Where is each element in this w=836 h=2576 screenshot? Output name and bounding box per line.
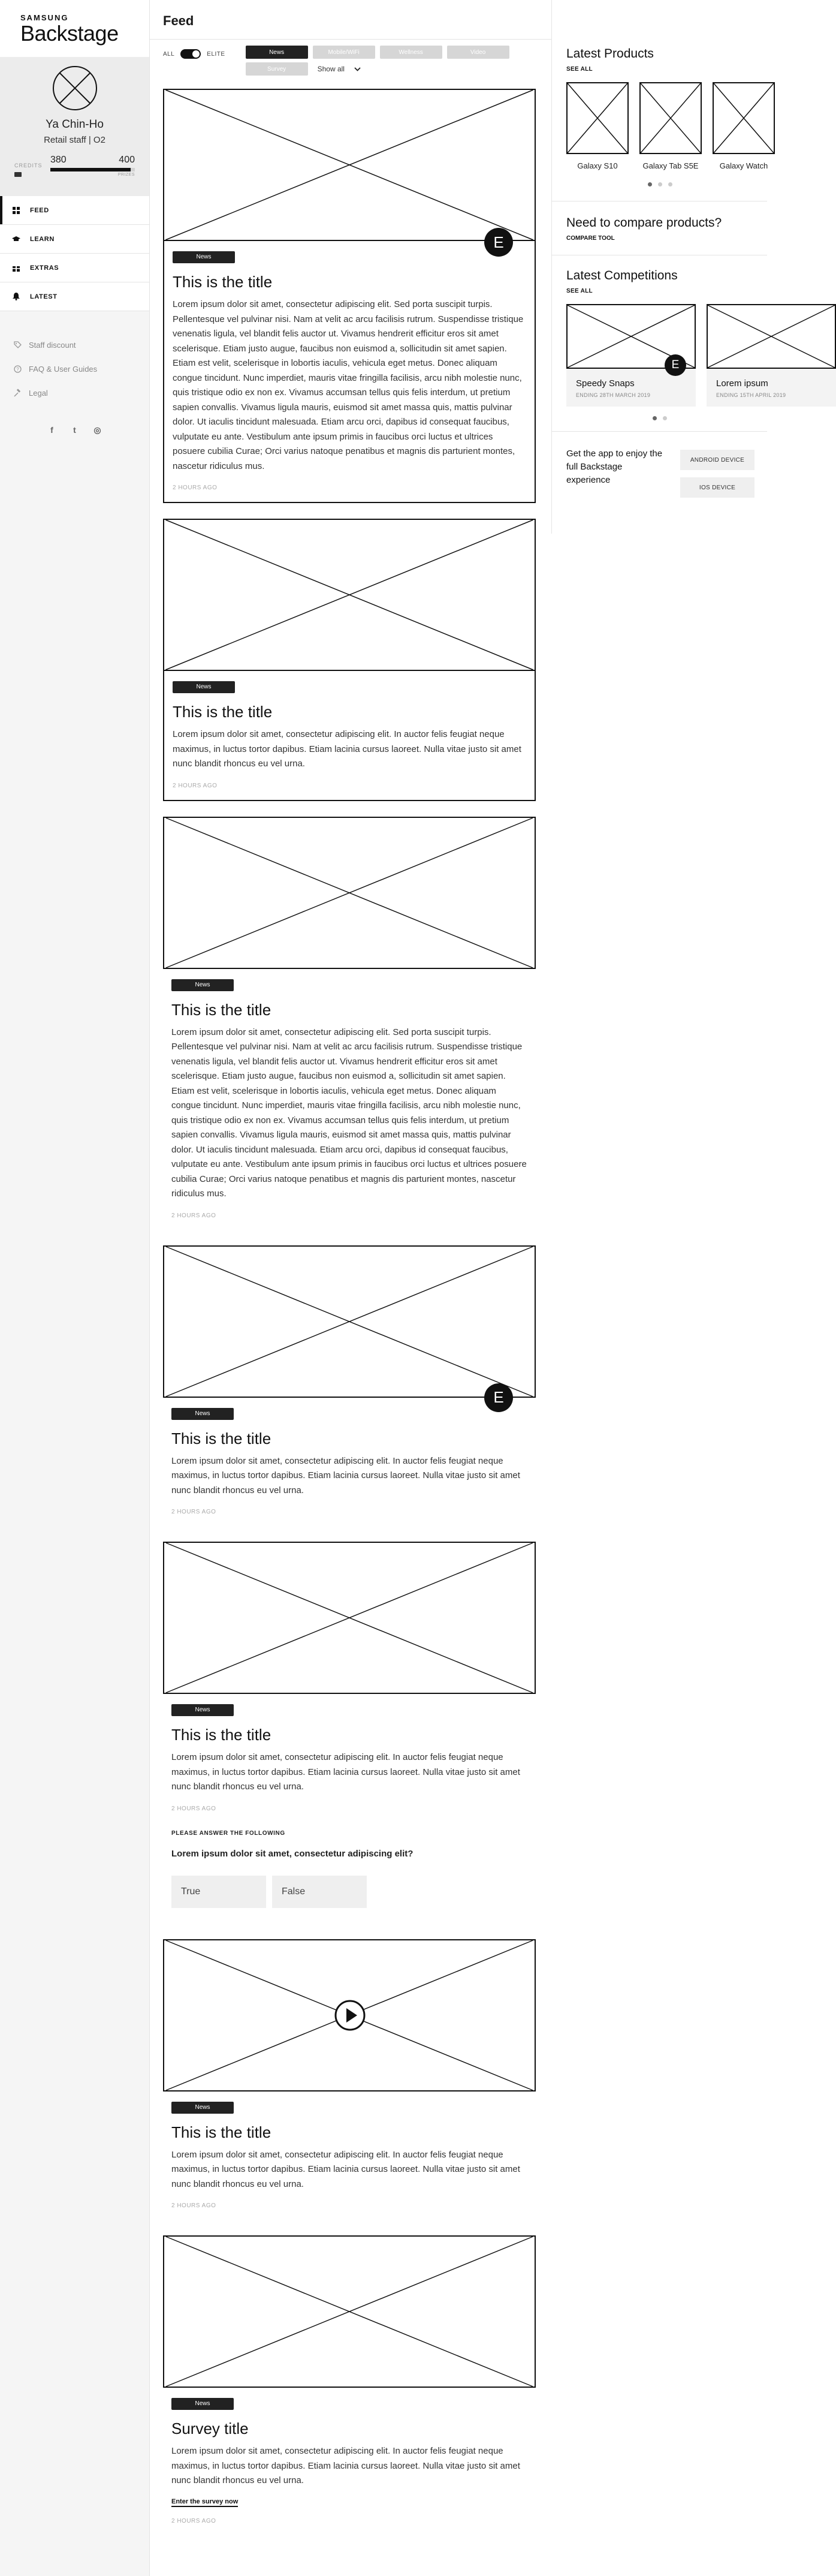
card-time: 2 HOURS AGO: [171, 1212, 216, 1219]
tag-icon: [13, 341, 22, 349]
feed-card-quiz[interactable]: [163, 1542, 536, 1919]
quiz-options: [171, 1876, 527, 1908]
elite-badge: E: [484, 228, 513, 257]
carousel-dot[interactable]: [658, 182, 662, 186]
feed-card[interactable]: [163, 519, 536, 801]
card-time: 2 HOURS AGO: [171, 1509, 216, 1515]
toggle-label-elite: ELITE: [207, 50, 225, 58]
latest-products-title: Latest Products: [566, 47, 654, 61]
side-link-label: FAQ & User Guides: [29, 364, 98, 374]
competition-image-placeholder: [707, 304, 836, 369]
feed-card[interactable]: [163, 817, 536, 1230]
competition-name: Lorem ipsum: [716, 378, 768, 389]
product-item[interactable]: [713, 82, 775, 170]
competition-card[interactable]: [566, 304, 696, 407]
filter-chip-survey[interactable]: Survey: [246, 62, 308, 76]
show-all-dropdown[interactable]: [318, 62, 361, 76]
nav-item-learn[interactable]: [0, 225, 149, 254]
products-carousel: [566, 82, 806, 170]
product-name: Galaxy S10: [577, 161, 618, 170]
card-image-placeholder: [163, 1542, 536, 1694]
card-tag: News: [173, 681, 235, 693]
product-image-placeholder: [639, 82, 702, 154]
products-see-all-link[interactable]: SEE ALL: [566, 66, 593, 73]
filter-chip-mobile-wifi[interactable]: Mobile/WiFi: [313, 46, 375, 59]
side-link-label: Staff discount: [29, 340, 76, 350]
latest-products-panel: [552, 0, 767, 201]
card-title: Survey title: [171, 2419, 249, 2437]
compare-tool-link[interactable]: COMPARE TOOL: [566, 235, 615, 242]
gavel-icon: [13, 389, 22, 397]
card-image-placeholder: [163, 1245, 536, 1398]
card-text: Lorem ipsum dolor sit amet, consectetur adipiscing elit. In auctor felis feugiat neque maximus, in luctus tortor dapibus. Etiam lacinia cursus laoreet. Nulla vitae justo sit amet nunc blandit rhoncus eu vel urna.: [171, 1752, 520, 1792]
competitions-carousel-dots: [566, 407, 753, 431]
credits-target: 400: [119, 155, 135, 165]
compare-title: Need to compare products?: [566, 216, 722, 230]
secondary-links: [0, 333, 149, 405]
profile-panel: [0, 57, 149, 196]
all-elite-toggle[interactable]: [180, 49, 201, 59]
card-time: 2 HOURS AGO: [173, 484, 218, 491]
carousel-dot[interactable]: [648, 182, 652, 186]
credits-sublabel: PRIZES: [117, 173, 135, 177]
filter-chip-wellness[interactable]: Wellness: [380, 46, 442, 59]
card-time: 2 HOURS AGO: [173, 782, 218, 789]
feed-main: [150, 0, 551, 2535]
profile-role: Retail staff | O2: [44, 135, 105, 145]
sidebar: [0, 0, 150, 2576]
nav-item-feed[interactable]: [0, 196, 149, 225]
filter-chip-news[interactable]: News: [246, 46, 308, 59]
card-title: This is the title: [173, 703, 273, 721]
android-download-button[interactable]: ANDROID DEVICE: [680, 450, 754, 470]
competitions-panel: [552, 255, 786, 432]
nav-item-latest[interactable]: [0, 282, 149, 311]
bell-icon: [12, 293, 20, 301]
feed-card[interactable]: [163, 1245, 536, 1527]
competition-name: Speedy Snaps: [576, 378, 635, 389]
card-image-placeholder: [163, 2235, 536, 2388]
card-tag: News: [173, 251, 235, 263]
card-text: Lorem ipsum dolor sit amet, consectetur adipiscing elit. In auctor felis feugiat neque maximus, in luctus tortor dapibus. Etiam lacinia cursus laoreet. Nulla vitae justo sit amet nunc blandit rhoncus eu vel urna.: [171, 2149, 520, 2189]
social-links: [0, 425, 149, 435]
card-text: Lorem ipsum dolor sit amet, consectetur adipiscing elit. In auctor felis feugiat neque maximus, in luctus tortor dapibus. Etiam lacinia cursus laoreet. Nulla vitae justo sit amet nunc blandit rhoncus eu vel urna.: [173, 729, 521, 769]
card-time: 2 HOURS AGO: [171, 2202, 216, 2209]
app-promo-text: Get the app to enjoy the full Backstage experience: [566, 449, 663, 485]
brand-small-text: SAMSUNG: [20, 13, 69, 22]
product-item[interactable]: [566, 82, 629, 170]
product-item[interactable]: [639, 82, 702, 170]
main-nav: [0, 196, 149, 311]
product-image-placeholder: [713, 82, 775, 154]
side-link-label: Legal: [29, 388, 48, 398]
competitions-title: Latest Competitions: [566, 269, 678, 282]
link-legal[interactable]: [0, 381, 149, 405]
nav-item-label: LATEST: [30, 293, 58, 300]
brand-logo[interactable]: [0, 0, 149, 57]
facebook-icon[interactable]: f: [50, 425, 53, 435]
card-text: Lorem ipsum dolor sit amet, consectetur adipiscing elit. In auctor felis feugiat neque maximus, in luctus tortor dapibus. Etiam lacinia cursus laoreet. Nulla vitae justo sit amet nunc blandit rhoncus eu vel urna.: [171, 1455, 520, 1495]
nav-item-extras[interactable]: [0, 254, 149, 282]
competition-date: ENDING 15TH APRIL 2019: [716, 392, 786, 398]
compare-panel: [552, 201, 767, 255]
card-time: 2 HOURS AGO: [171, 2517, 216, 2524]
app-download-panel: [552, 432, 767, 513]
product-name: Galaxy Tab S5E: [642, 161, 699, 170]
wallet-icon: [14, 172, 22, 177]
carousel-dot[interactable]: [653, 416, 657, 420]
toggle-label-all: ALL: [163, 50, 175, 58]
nav-item-label: LEARN: [30, 235, 55, 243]
carousel-dot[interactable]: [663, 416, 667, 420]
nav-item-label: FEED: [30, 206, 49, 214]
products-carousel-dots: [566, 170, 753, 201]
card-title: This is the title: [171, 1000, 271, 1019]
card-time: 2 HOURS AGO: [171, 1805, 216, 1812]
card-tag: News: [171, 979, 234, 991]
profile-name: Ya Chin-Ho: [46, 118, 104, 131]
product-image-placeholder: [566, 82, 629, 154]
competitions-see-all-link[interactable]: SEE ALL: [566, 288, 593, 294]
quiz-option-true[interactable]: True: [171, 1876, 266, 1908]
chevron-down-icon: [354, 67, 361, 71]
gift-icon: [12, 264, 20, 272]
filter-chips: [246, 46, 509, 76]
card-title: This is the title: [171, 1726, 271, 1744]
competition-date: ENDING 28TH MARCH 2019: [576, 392, 651, 398]
link-staff-discount[interactable]: [0, 333, 149, 357]
credits-label: CREDITS: [14, 162, 43, 168]
quiz-heading: PLEASE ANSWER THE FOLLOWING: [171, 1829, 285, 1837]
card-tag: News: [171, 2398, 234, 2410]
avatar[interactable]: [52, 65, 98, 111]
card-title: This is the title: [171, 1429, 271, 1448]
quiz-question: Lorem ipsum dolor sit amet, consectetur adipiscing elit?: [171, 1848, 414, 1859]
twitter-icon[interactable]: t: [73, 425, 76, 435]
card-tag: News: [171, 1408, 234, 1420]
show-all-label: Show all: [317, 65, 345, 73]
card-image-placeholder: [163, 817, 536, 969]
feed-card[interactable]: [163, 89, 536, 503]
product-name: Galaxy Watch: [719, 161, 768, 170]
elite-badge: E: [665, 354, 686, 376]
card-tag: News: [171, 2102, 234, 2114]
card-title: This is the title: [171, 2123, 271, 2141]
filter-chip-video[interactable]: Video: [447, 46, 509, 59]
card-text: Lorem ipsum dolor sit amet, consectetur adipiscing elit. Sed porta suscipit turpis. Pellentesque vel pulvinar nisi. Nam at velit ac arcu facilisis rutrum. Suspendisse tristique venenatis ligula, vel blandit felis auctor ut. Vivamus hendrerit efficitur eros sit amet scelerisque. Etiam justo augue, faucibus non euismod a, sollicitudin sit amet sapien. Etiam est velit, scelerisque in lobortis iaculis, vehicula eget metus. Donec aliquam congue tincidunt. Nunc imperdiet, mauris vitae fringilla facilisis, arcu nibh molestie nunc, quis tristique odio ex non ex. Vivamus accumsan tellus quis felis interdum, ut pretium sapien convallis. Vivamus ligula mauris, euismod sit amet massa quis, mattis pulvinar dolor. Ut iaculis tincidunt malesuada. Etiam arcu orci, dapibus id consequat faucibus, vulputate eu ante. Vestibulum ante ipsum primis in faucibus orci luctus et ultrices posuere cubilia Curae; Orci varius natoque penatibus et magnis dis parturient montes, nascetur ridiculus mus.: [171, 1027, 527, 1199]
elite-badge: E: [484, 1383, 513, 1412]
feed-card-survey[interactable]: [163, 2235, 536, 2535]
instagram-icon[interactable]: ◎: [93, 425, 101, 435]
credits-widget: [0, 155, 149, 177]
grid-icon: [12, 206, 20, 215]
survey-link[interactable]: Enter the survey now: [171, 2498, 238, 2507]
quiz-option-false[interactable]: False: [272, 1876, 367, 1908]
card-text: Lorem ipsum dolor sit amet, consectetur adipiscing elit. In auctor felis feugiat neque maximus, in luctus tortor dapibus. Etiam lacinia cursus laoreet. Nulla vitae justo sit amet nunc blandit rhoncus eu vel urna.: [171, 2446, 520, 2485]
svg-text:?: ?: [16, 366, 19, 372]
card-title: This is the title: [173, 273, 273, 291]
competitions-carousel: [566, 304, 818, 407]
page-title: Feed: [150, 0, 551, 40]
credits-current: 380: [50, 155, 67, 165]
card-image-placeholder: [164, 520, 535, 671]
right-rail: [551, 0, 786, 534]
graduation-cap-icon: [12, 235, 20, 243]
card-text: Lorem ipsum dolor sit amet, consectetur adipiscing elit. Sed porta suscipit turpis. Pellentesque vel pulvinar nisi. Nam at velit ac arcu facilisis rutrum. Suspendisse tristique venenatis ligula, vel blandit felis auctor ut. Vivamus hendrerit efficitur eros sit amet scelerisque. Etiam justo augue, faucibus non euismod a, sollicitudin sit amet sapien. Etiam est velit, scelerisque in lobortis iaculis, vehicula eget metus. Donec aliquam congue tincidunt. Nunc imperdiet, mauris vitae fringilla facilisis, arcu nibh molestie nunc, quis tristique odio ex non ex. Vivamus accumsan tellus quis felis interdum, ut pretium sapien convallis. Vivamus ligula mauris, euismod sit amet massa quis, mattis pulvinar dolor. Ut iaculis tincidunt malesuada. Etiam arcu orci, dapibus id consequat faucibus, vulputate eu ante. Vestibulum ante ipsum primis in faucibus orci luctus et ultrices posuere cubilia Curae; Orci varius natoque penatibus et magnis dis parturient montes, nascetur ridiculus mus.: [173, 299, 524, 471]
competition-card[interactable]: [707, 304, 836, 407]
credits-progress-bar: [50, 168, 135, 171]
carousel-dot[interactable]: [668, 182, 672, 186]
card-tag: News: [171, 1704, 234, 1716]
brand-big-text: Backstage: [20, 21, 119, 46]
play-icon[interactable]: [334, 1999, 366, 2032]
all-elite-toggle-group: [163, 46, 225, 59]
feed-filters: [150, 40, 551, 78]
credits-progress-fill: [50, 168, 131, 171]
card-image-placeholder: [164, 90, 535, 241]
link-faq[interactable]: [0, 357, 149, 381]
question-icon: [13, 365, 22, 373]
nav-item-label: EXTRAS: [30, 264, 59, 272]
ios-download-button[interactable]: IOS DEVICE: [680, 477, 754, 498]
feed-card-video[interactable]: [163, 1939, 536, 2220]
